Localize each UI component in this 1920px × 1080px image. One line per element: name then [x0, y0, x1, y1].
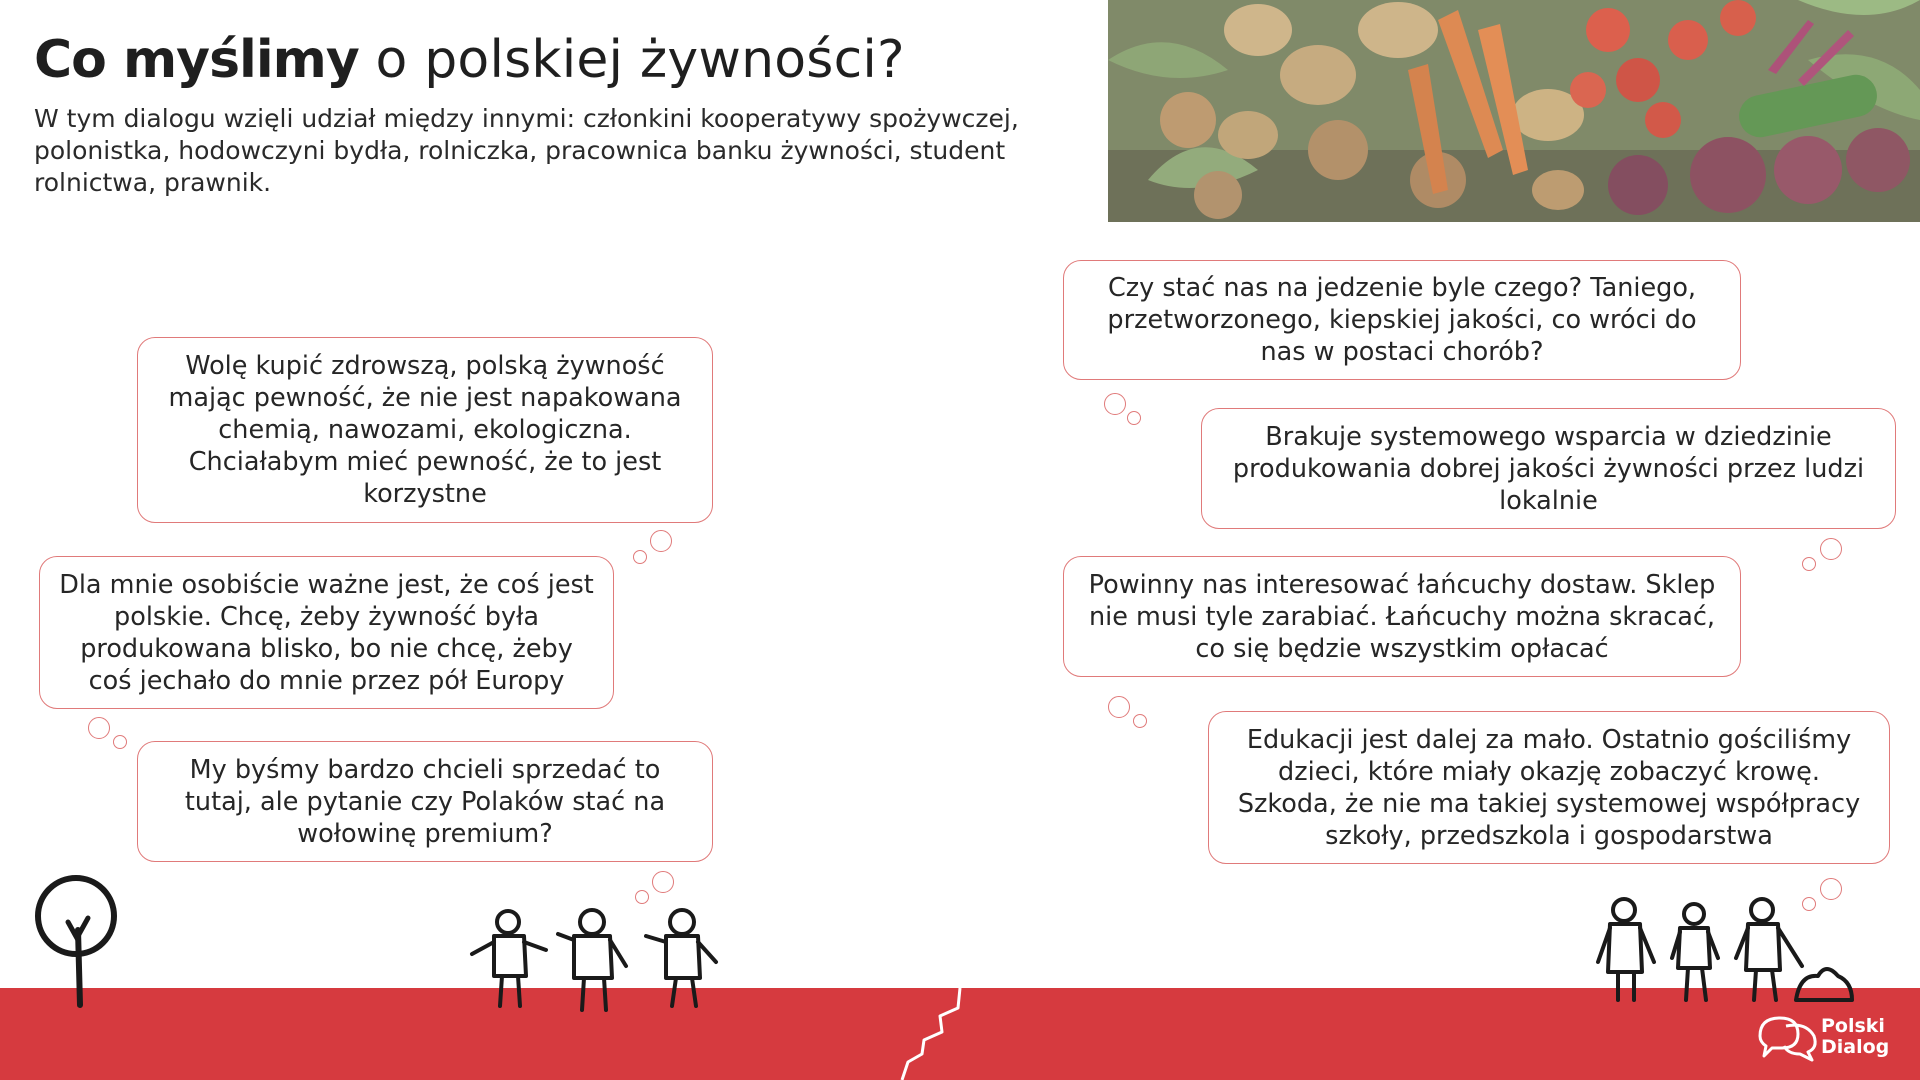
quote-bubble [1063, 556, 1741, 677]
quote-text: My byśmy bardzo chcieli sprzedać to tutaj, ale pytanie czy Polaków stać na wołowinę premium? [184, 754, 666, 849]
thought-dot [1108, 696, 1130, 718]
page-title [34, 30, 905, 90]
thought-dot [1802, 557, 1816, 571]
quote-bubble [137, 337, 713, 523]
quote-text: Brakuje systemowego wsparcia w dziedzinie produkowania dobrej jakości żywności przez ludzi lokalnie [1232, 421, 1865, 516]
thought-dot [635, 890, 649, 904]
thought-dot [1820, 538, 1842, 560]
title-rest: o polskiej żywności? [375, 30, 905, 90]
thought-dot [633, 550, 647, 564]
quote-text: Wolę kupić zdrowszą, polską żywność mając pewność, że nie jest napakowana chemią, nawozami, ekologiczna. Chciałabym mieć pewność, że to jest korzystne [168, 351, 682, 509]
quote-text: Powinny nas interesować łańcuchy dostaw. Sklep nie musi tyle zarabiać. Łańcuchy można skracać, co się będzie wszystkim opłacać [1088, 569, 1716, 664]
logo-line1: Polski [1821, 1015, 1885, 1037]
thought-dot [1127, 411, 1141, 425]
brand-logo-text [1821, 1016, 1889, 1058]
crack-line-icon [896, 988, 966, 1080]
logo-line2: Dialog [1821, 1036, 1890, 1058]
thought-dot [652, 871, 674, 893]
quote-bubble [39, 556, 614, 709]
people-doodle-icon [1590, 896, 1860, 1006]
quote-bubble [137, 741, 713, 862]
quote-bubble [1063, 260, 1741, 380]
thought-dot [1104, 393, 1126, 415]
thought-dot [1133, 714, 1147, 728]
participants-subtitle: W tym dialogu wzięli udział między innymi: członkini kooperatywy spożywczej, polonistka, hodowczyni bydła, rolniczka, pracownica banku żywności, student rolnictwa, prawnik. [34, 104, 1019, 197]
thought-dot [88, 717, 110, 739]
vegetables-photo [1108, 0, 1920, 222]
thought-dot [650, 530, 672, 552]
title-bold: Co myślimy [34, 30, 359, 90]
quote-bubble [1201, 408, 1896, 529]
people-doodle-icon [466, 906, 736, 1016]
quote-text: Czy stać nas na jedzenie byle czego? Taniego, przetworzonego, kiepskiej jakości, co wróci do nas w postaci chorób? [1107, 273, 1697, 367]
tree-icon [30, 870, 130, 1010]
thought-dot [113, 735, 127, 749]
quote-bubble [1208, 711, 1890, 864]
quote-text: Dla mnie osobiście ważne jest, że coś jest polskie. Chcę, żeby żywność była produkowana blisko, bo nie chcę, żeby coś jechało do mnie przez pół Europy [59, 569, 594, 696]
quote-text: Edukacji jest dalej za mało. Ostatnio gościliśmy dzieci, które miały okazję zobaczyć krowę. Szkoda, że nie ma takiej systemowej współpracy szkoły, przedszkola i gospodarstwa [1237, 724, 1861, 851]
